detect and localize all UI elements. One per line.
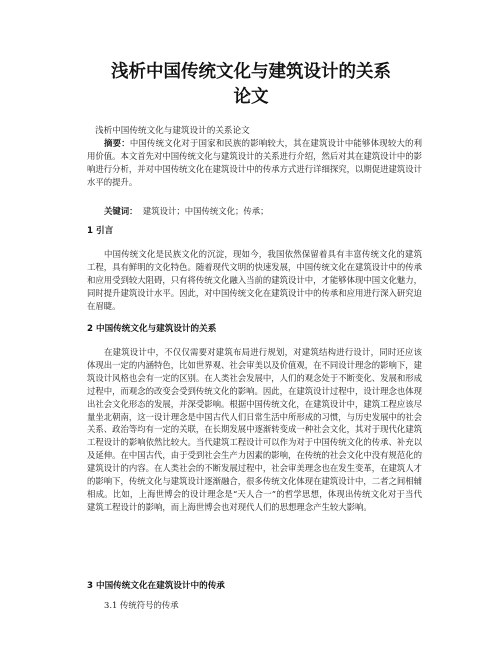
abstract-paragraph <box>87 137 422 189</box>
keywords-label: 关键词： <box>104 206 138 216</box>
abstract-label: 摘要： <box>104 138 130 148</box>
document-subtitle: 浅析中国传统文化与建筑设计的关系论文 <box>95 126 250 136</box>
section-heading-1: 1 引言 <box>87 226 114 236</box>
section-heading-3: 3 中国传统文化在建筑设计中的传承 <box>87 581 225 591</box>
section-1-paragraph: 中国传统文化是民族文化的沉淀，现如今，我国依然保留着具有丰富传统文化的建筑工程，具有鲜明的文化特色。随着现代文明的快速发展，中国传统文化在建筑设计中的传承和应用受到较大阻碍，只有将传统文化融入当前的建筑设计中，才能够体现中国文化魅力，同时提升建筑设计水平。因此，对中国传统文化在建筑设计中的传承和应用进行深入研究迫在眉睫。 <box>87 249 422 311</box>
keywords-text: 建筑设计；中国传统文化；传承； <box>142 206 269 216</box>
section-2-paragraph: 在建筑设计中，不仅仅需要对建筑布局进行规划，对建筑结构进行设计，同时还应该体现出一定的内涵特色，比如世界观、社会审美以及价值观，在不同设计理念的影响下，建筑设计风格也会有一定的区别。在人类社会发展中，人们的观念处于不断变化、发展和形成过程中，而观念的改变会受到传统文化的影响。因此，在建筑设计过程中，设计理念也体现出社会文化形态的发展，并深受影响。根据中国传统文化，在建筑设计中，建筑工程应该尽量坐北朝南，这一设计理念是中国古代人们日常生活中所形成的习惯，与历史发展中的社会关系、政治等均有一定的关联，在长期发展中逐渐转变成一种社会文化，其对于现代化建筑工程设计的影响依然比较大。当代建筑工程设计可以作为对于中国传统文化的传承、补充以及延伸。在中国古代，由于受到社会生产力因素的影响，在传统的社会文化中没有规范化的建筑设计的内容。在人类社会的不断发展过程中，社会审美理念也在发生变革，在建筑人才的影响下，传统文化与建筑设计逐渐融合，很多传统文化体现在建筑设计中，二者之间相辅相成。比如，上海世博会的设计理念是“天人合一”的哲学思想，体现出传统文化对于当代建筑工程设计的影响，而上海世博会也对现代人们的思想理念产生较大影响。 <box>87 347 422 512</box>
document-title-line2: 论文 <box>233 87 269 107</box>
section-heading-2: 2 中国传统文化与建筑设计的关系 <box>87 324 217 334</box>
keywords-paragraph <box>87 205 422 218</box>
abstract-text: 中国传统文化对于国家和民族的影响较大，其在建筑设计中能够体现较大的利用价值。本文首先对中国传统文化与建筑设计的关系进行介绍，然后对其在建筑设计中的影响进行分析，并对中国传统文化在建筑设计中的传承方式进行详细探究，以期促进建筑设计水平的提升。 <box>87 138 423 187</box>
section-3-1-subheading: 3.1 传统符号的传承 <box>104 600 179 610</box>
document-title-line1: 浅析中国传统文化与建筑设计的关系 <box>111 62 391 82</box>
